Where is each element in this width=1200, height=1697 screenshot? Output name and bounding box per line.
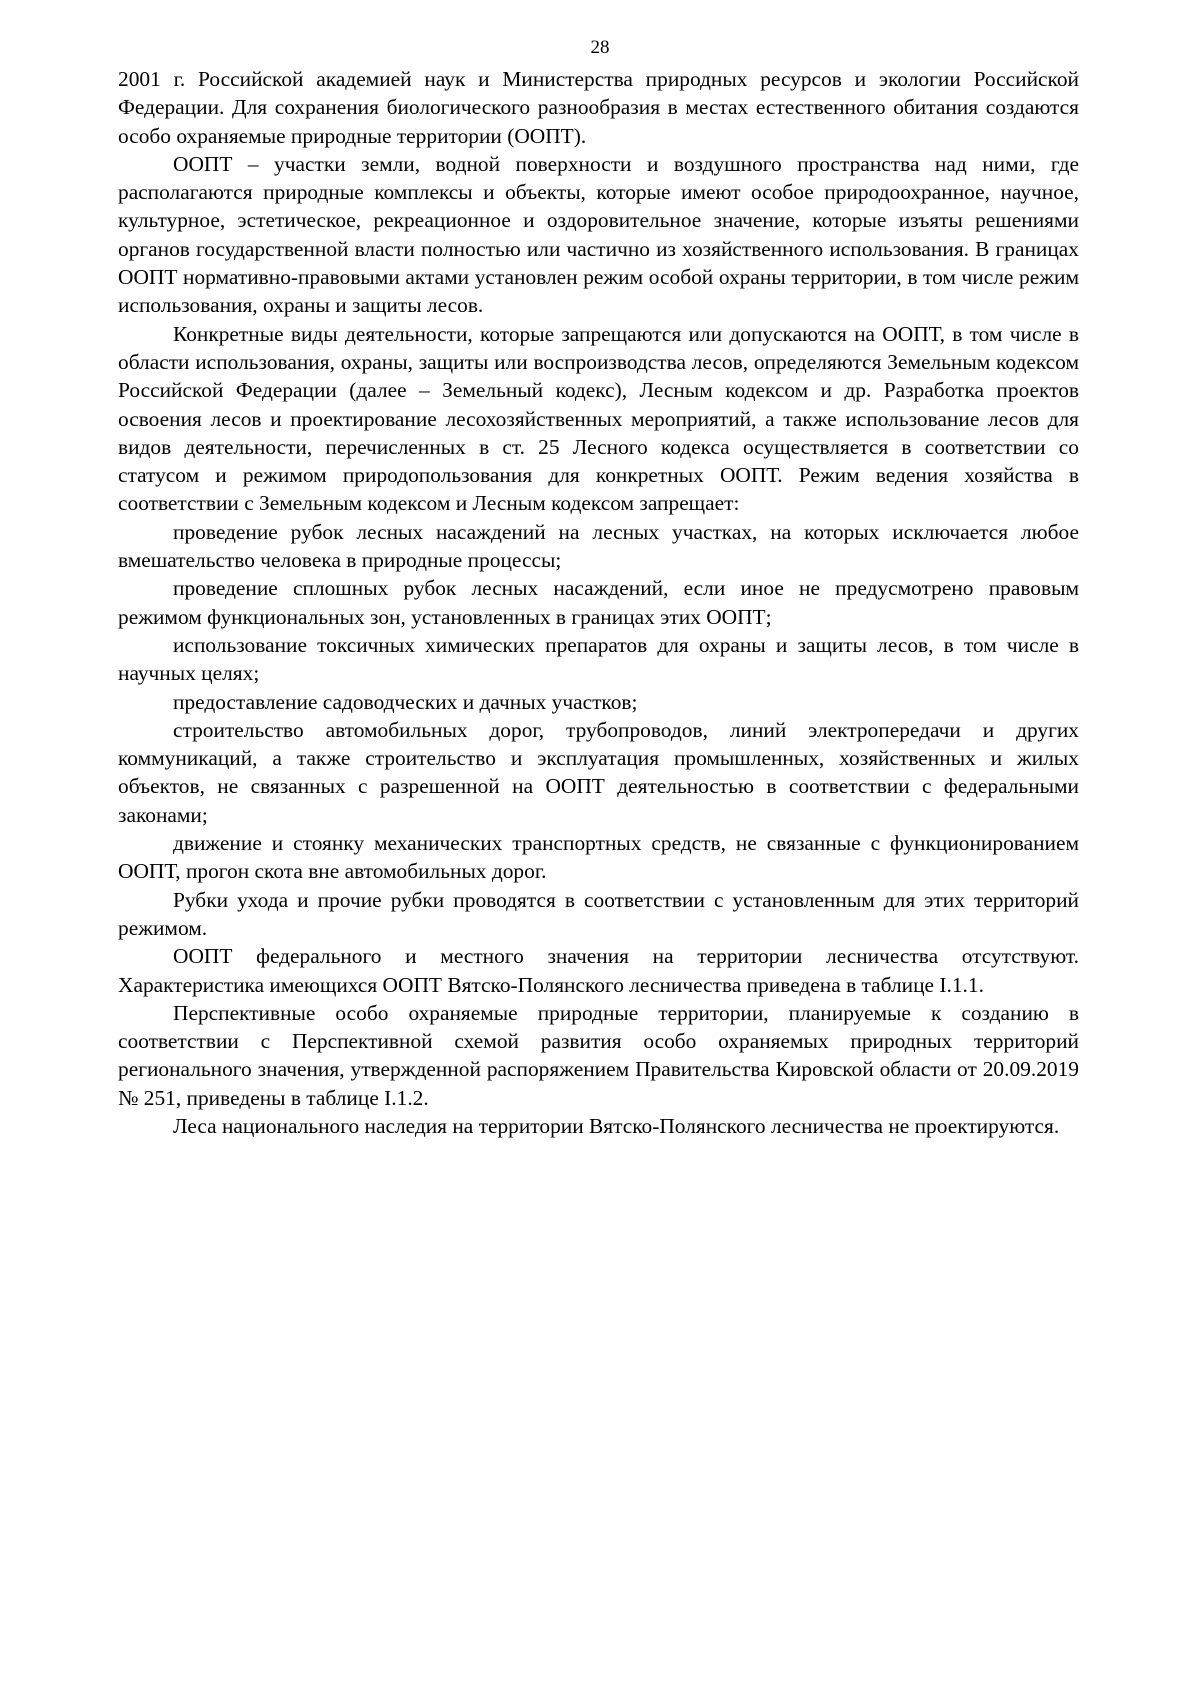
paragraph-continuation: 2001 г. Российской академией наук и Министерства природных ресурсов и экологии Российской Федерации. Для сохранения биологического разнообразия в местах естественного обитания создаются особо охраняемые природные территории (ООПТ).	[118, 67, 1079, 148]
list-item-prohibition: проведение рубок лесных насаждений на лесных участках, на которых исключается любое вмешательство человека в природные процессы;	[118, 519, 1079, 573]
paragraph-activities: Конкретные виды деятельности, которые запрещаются или допускаются на ООПТ, в том числе в области использования, охраны, защиты или воспроизводства лесов, определяются Земельным кодексом Российской Федерации (далее – Земельный кодекс), Лесным кодексом и др. Разработка проектов освоения лесов и проектирование лесохозяйственных мероприятий, а также использование лесов для видов деятельности, перечисленных в ст. 25 Лесного кодекса осуществляется в соответствии со статусом и режимом природопользования для конкретных ООПТ. Режим ведения хозяйства в соответствии с Земельным кодексом и Лесным кодексом запрещает:	[118, 321, 1079, 516]
paragraph-oopt-status: ООПТ федерального и местного значения на территории лесничества отсутствуют. Характеристика имеющихся ООПТ Вятско-Полянского лесничества приведена в таблице I.1.1.	[118, 944, 1079, 997]
list-item-prohibition: движение и стоянку механических транспортных средств, не связанные с функционированием ООПТ, прогон скота вне автомобильных дорог.	[118, 831, 1079, 884]
page-number: 28	[590, 37, 610, 58]
list-item-prohibition: предоставление садоводческих и дачных участков;	[173, 689, 638, 714]
paragraph-prospective-oopt: Перспективные особо охраняемые природные территории, планируемые к созданию в соответствии с Перспективной схемой развития особо охраняемых природных территорий регионального значения, утвержденной распоряжением Правительства Кировской области от 20.09.2019 № 251, приведены в таблице I.1.2.	[118, 1000, 1079, 1110]
paragraph-care-felling: Рубки ухода и прочие рубки проводятся в соответствии с установленным для этих территорий режимом.	[118, 887, 1079, 940]
page-body	[118, 65, 1079, 1140]
paragraph-oopt-definition: ООПТ – участки земли, водной поверхности и воздушного пространства над ними, где располагаются природные комплексы и объекты, которые имеют особое природоохранное, научное, культурное, эстетическое, рекреационное и оздоровительное значение, которые изъяты решениями органов государственной власти полностью или частично из хозяйственного использования. В границах ООПТ нормативно-правовыми актами установлен режим особой охраны территории, в том числе режим использования, охраны и защиты лесов.	[118, 151, 1079, 318]
list-item-prohibition: строительство автомобильных дорог, трубопроводов, линий электропередачи и других коммуникаций, а также строительство и эксплуатация промышленных, хозяйственных и жилых объектов, не связанных с разрешенной на ООПТ деятельностью в соответствии с федеральными законами;	[118, 717, 1079, 827]
list-item-prohibition: проведение сплошных рубок лесных насаждений, если иное не предусмотрено правовым режимом функциональных зон, установленных в границах этих ООПТ;	[118, 576, 1079, 629]
paragraph-national-heritage: Леса национального наследия на территории Вятско-Полянского лесничества не проектируются.	[173, 1113, 1060, 1138]
list-item-prohibition: использование токсичных химических препаратов для охраны и защиты лесов, в том числе в научных целях;	[118, 632, 1079, 686]
